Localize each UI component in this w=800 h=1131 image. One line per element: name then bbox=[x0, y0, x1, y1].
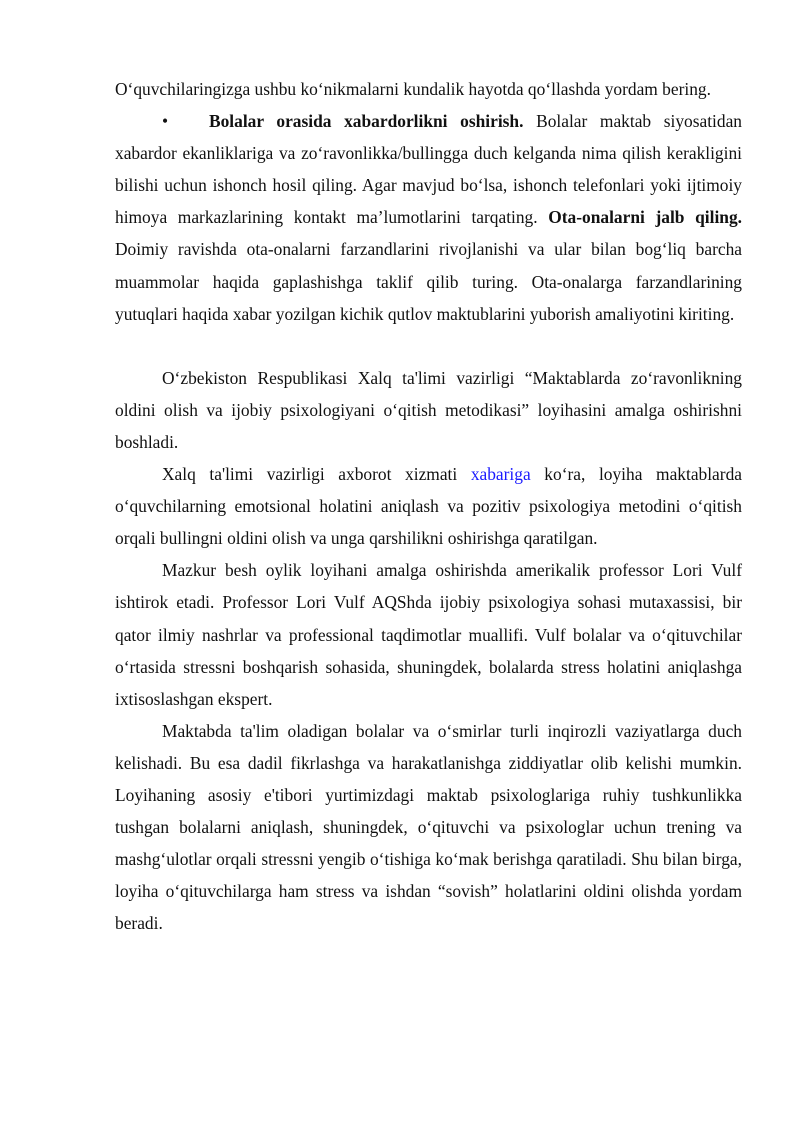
bold-mid: Ota-onalarni jalb qiling. bbox=[548, 207, 742, 228]
bullet-paragraph bbox=[115, 105, 742, 330]
press-text-after: ko‘ra, loyiha maktablarda o‘quvchilarning emotsional holatini aniqlash va pozitiv psixologiya metodini o‘qitish orqali bullingni oldini olish va unga qarshilikni oshirishga qaratilgan. bbox=[115, 464, 742, 549]
press-text-before: Xalq ta'limi vazirligi axborot xizmati bbox=[162, 464, 471, 485]
paragraph-intro: O‘quvchilaringizga ushbu ko‘nikmalarni kundalik hayotda qo‘llashda yordam bering. bbox=[115, 79, 711, 99]
document-page bbox=[115, 73, 742, 939]
bullet-marker: • bbox=[162, 111, 169, 132]
bullet-text-1: Bolalar maktab siyosatidan xabardor ekanliklariga va zo‘ravonlikka/bullingga duch kelganda nima qilish kerakligini bilishi uchun ishonch hosil qiling. Agar mavjud bo‘lsa, ishonch telefonlari yoki ijtimoiy himoya markazlarining kontakt ma’lumotlarini tarqating. bbox=[115, 111, 742, 228]
paragraph-gap bbox=[115, 330, 742, 362]
bullet-text-2: Doimiy ravishda ota-onalarni farzandlarini rivojlanishi va ular bilan bog‘liq barcha muammolar haqida gaplashishga taklif qilib turing. Ota-onalarga farzandlarining yutuqlari haqida xabar yozilgan kichik qutlov maktublarini yuborish amaliyotini kiriting. bbox=[115, 239, 742, 324]
paragraph-project-focus: Maktabda ta'lim oladigan bolalar va o‘smirlar turli inqirozli vaziyatlarga duch kelishadi. Bu esa dadil fikrlashga va harakatlanishga ziddiyatlar olib kelishi mumkin. Loyihaning asosiy e'tibori yurtimizdagi maktab psixologlariga ruhiy tushkunlikka tushgan bolalarni aniqlash, shuningdek, o‘qituvchi va psixologlar uchun trening va mashg‘ulotlar orqali stressni yengib o‘tishiga ko‘mak berishga qaratiladi. Shu bilan birga, loyiha o‘qituvchilarga ham stress va ishdan “sovish” holatlarini oldini olishda yordam beradi. bbox=[115, 720, 742, 934]
paragraph-press-service bbox=[115, 458, 742, 554]
paragraph-professor: Mazkur besh oylik loyihani amalga oshirishda amerikalik professor Lori Vulf ishtirok etadi. Professor Lori Vulf AQShda ijobiy psixologiya sohasi mutaxassisi, bir qator ilmiy nashrlar va professional taqdimotlar muallifi. Vulf bolalar va o‘qituvchilar o‘rtasida stressni boshqarish sohasida, shuningdek, bolalarda stress holatini aniqlashga ixtisoslashgan ekspert. bbox=[115, 560, 742, 709]
paragraph-ministry: O‘zbekiston Respublikasi Xalq ta'limi vazirligi “Maktablarda zo‘ravonlikning oldini olish va ijobiy psixologiyani o‘qitish metodikasi” loyihasini amalga oshirishni boshladi. bbox=[115, 367, 742, 452]
xabariga-link[interactable]: xabariga bbox=[470, 464, 531, 485]
bold-lead: Bolalar orasida xabardorlikni oshirish. bbox=[209, 111, 524, 132]
